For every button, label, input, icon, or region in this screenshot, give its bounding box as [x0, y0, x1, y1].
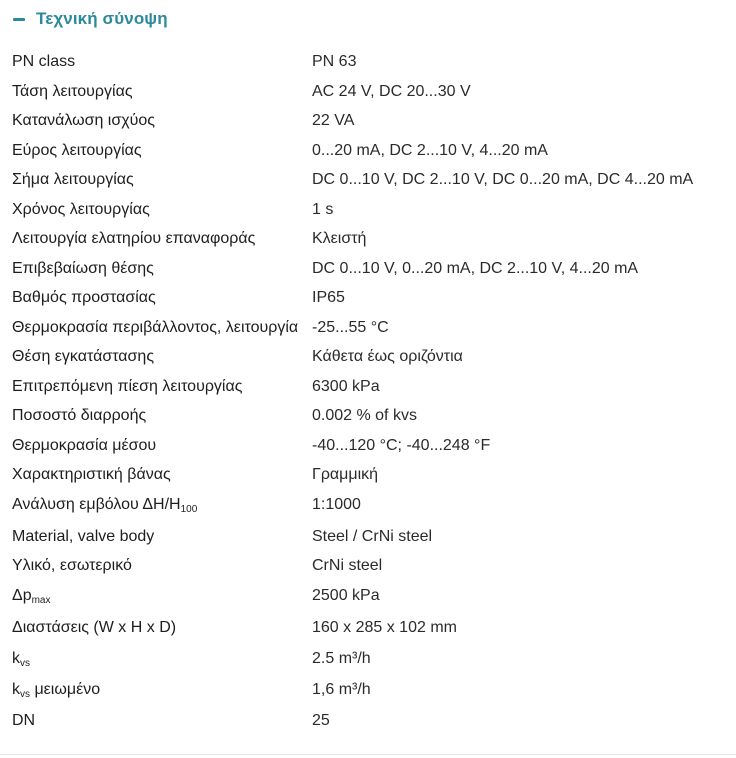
- spec-label: Επιτρεπόμενη πίεση λειτουργίας: [12, 377, 243, 395]
- spec-label: PN class: [12, 53, 76, 70]
- spec-label-main: Δp: [12, 586, 32, 604]
- spec-value: Κάθετα έως οριζόντια: [312, 348, 463, 365]
- spec-label: Κατανάλωση ισχύος: [12, 112, 155, 129]
- spec-value: 160 x 285 x 102 mm: [312, 618, 457, 636]
- spec-label-subscript: 100: [180, 503, 198, 515]
- spec-label-subscript: vs: [20, 657, 30, 669]
- spec-value: DC 0...10 V, 0...20 mA, DC 2...10 V, 4...20 mA: [312, 259, 639, 277]
- section-title: Τεχνική σύνοψη: [36, 9, 168, 28]
- spec-label: Λειτουργία ελατηρίου επαναφοράς: [12, 230, 256, 247]
- spec-label-suffix: μειωμένο: [30, 680, 101, 698]
- spec-label: Material, valve body: [12, 527, 155, 545]
- spec-row: [0, 282, 736, 312]
- spec-label: [12, 496, 197, 514]
- spec-label-subscript: vs: [20, 688, 30, 700]
- spec-label: [12, 587, 51, 605]
- spec-row: [0, 550, 736, 580]
- spec-label: Επιβεβαίωση θέσης: [12, 259, 154, 277]
- spec-row: [0, 643, 736, 674]
- section-header-technical-summary[interactable]: [13, 6, 168, 32]
- spec-label: [12, 681, 100, 699]
- collapse-minus-icon[interactable]: [13, 18, 25, 21]
- spec-label-main: k: [12, 649, 20, 667]
- spec-value: 1,6 m³/h: [312, 680, 371, 698]
- spec-row: [0, 400, 736, 430]
- spec-label: Σήμα λειτουργίας: [12, 171, 134, 188]
- spec-row: [0, 430, 736, 460]
- spec-row: [0, 521, 736, 551]
- spec-label: Θέση εγκατάστασης: [12, 348, 155, 365]
- spec-value: PN 63: [312, 53, 357, 70]
- spec-row: [0, 105, 736, 135]
- spec-row: [0, 46, 736, 76]
- spec-row: [0, 580, 736, 612]
- bottom-divider: [0, 754, 736, 755]
- spec-label: DN: [12, 711, 36, 729]
- spec-label: Θερμοκρασία μέσου: [12, 436, 157, 454]
- spec-row: [0, 705, 736, 735]
- spec-row: [0, 674, 736, 705]
- spec-value: 0.002 % of kvs: [312, 407, 417, 424]
- spec-row: [0, 459, 736, 489]
- spec-label: [12, 650, 30, 668]
- spec-value: 2500 kPa: [312, 586, 380, 604]
- spec-value: 22 VA: [312, 112, 355, 129]
- spec-value: 2.5 m³/h: [312, 649, 371, 667]
- spec-value: -25...55 °C: [312, 318, 389, 336]
- spec-label: Χρόνος λειτουργίας: [12, 200, 150, 218]
- spec-value: CrNi steel: [312, 557, 383, 574]
- spec-value: Γραμμική: [312, 466, 379, 483]
- spec-value: 1:1000: [312, 495, 361, 513]
- spec-value: 0...20 mA, DC 2...10 V, 4...20 mA: [312, 141, 548, 159]
- spec-label: Εύρος λειτουργίας: [12, 141, 142, 159]
- spec-label-subscript: max: [31, 594, 51, 606]
- spec-value: 6300 kPa: [312, 377, 380, 395]
- spec-value: 1 s: [312, 200, 334, 218]
- spec-value: DC 0...10 V, DC 2...10 V, DC 0...20 mA, DC 4...20 mA: [312, 171, 694, 188]
- spec-label: Θερμοκρασία περιβάλλοντος, λειτουργία: [12, 318, 299, 336]
- spec-row: [0, 135, 736, 165]
- spec-table: [0, 46, 736, 734]
- spec-label: Τάση λειτουργίας: [12, 82, 133, 100]
- spec-label: Διαστάσεις (W x H x D): [12, 618, 177, 636]
- spec-row: [0, 194, 736, 224]
- spec-value: Κλειστή: [312, 230, 367, 247]
- spec-row: [0, 223, 736, 253]
- spec-value: -40...120 °C; -40...248 °F: [312, 436, 491, 454]
- spec-label: Ποσοστό διαρροής: [12, 407, 147, 424]
- spec-value: AC 24 V, DC 20...30 V: [312, 82, 471, 100]
- spec-row: [0, 612, 736, 643]
- spec-label-main: k: [12, 680, 20, 698]
- spec-row: [0, 341, 736, 371]
- spec-label-main: Ανάλυση εμβόλου ΔH/H: [12, 495, 181, 513]
- spec-label: Χαρακτηριστική βάνας: [12, 466, 171, 483]
- spec-value: Steel / CrNi steel: [312, 527, 433, 545]
- spec-row: [0, 76, 736, 106]
- spec-value: 25: [312, 711, 330, 729]
- spec-value: IP65: [312, 289, 345, 306]
- spec-label: Υλικό, εσωτερικό: [12, 557, 132, 574]
- spec-row: [0, 312, 736, 342]
- spec-row: [0, 489, 736, 521]
- spec-label: Βαθμός προστασίας: [12, 289, 156, 306]
- spec-row: [0, 164, 736, 194]
- spec-row: [0, 371, 736, 401]
- spec-row: [0, 253, 736, 283]
